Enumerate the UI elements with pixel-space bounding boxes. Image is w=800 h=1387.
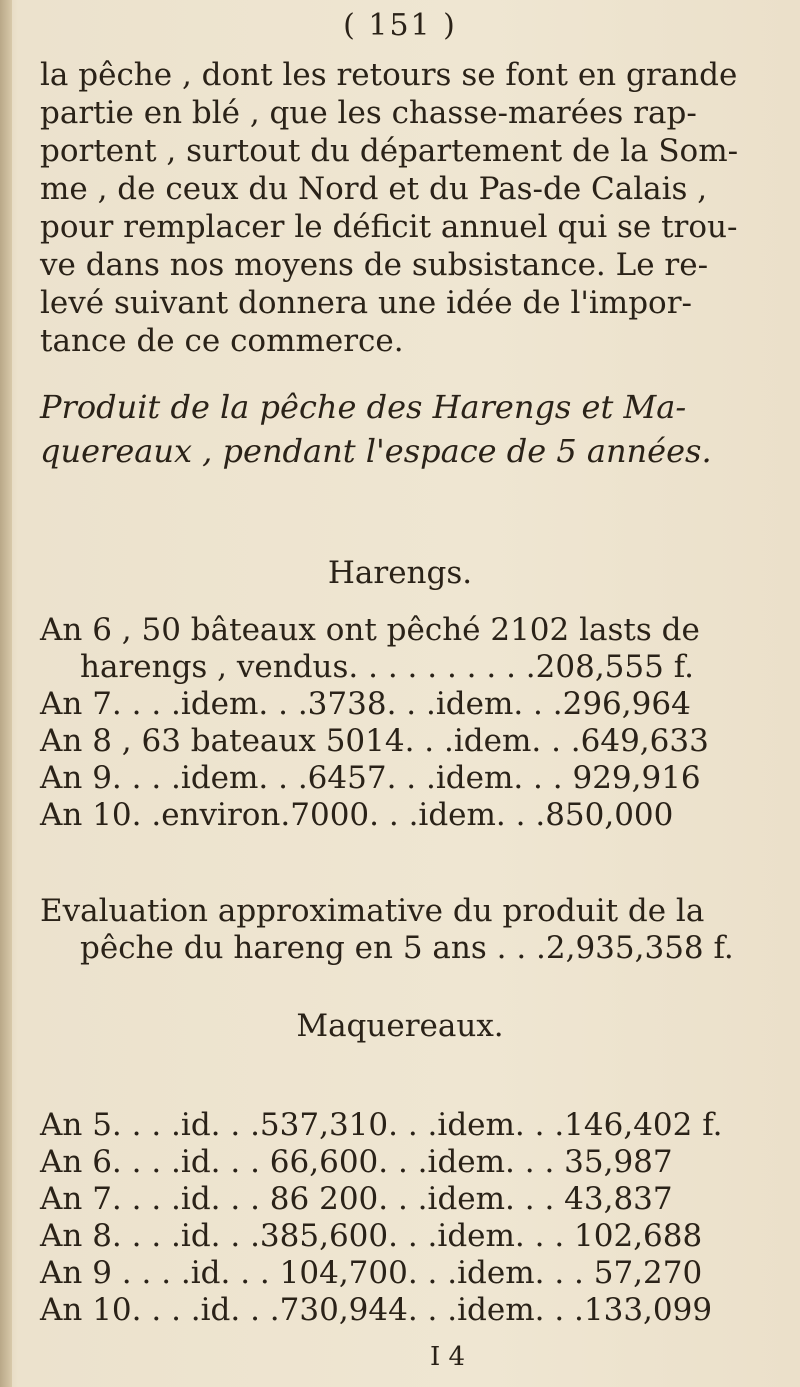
table-row: An 8. . . .id. . .385,600. . .idem. . . 102,688 bbox=[40, 1218, 703, 1254]
evaluation-line: Evaluation approximative du produit de la bbox=[40, 893, 705, 929]
intro-line: la pêche , dont les retours se font en grande bbox=[40, 57, 738, 93]
table-row: An 10. .environ.7000. . .idem. . .850,000 bbox=[40, 797, 674, 833]
intro-line: tance de ce commerce. bbox=[40, 323, 404, 359]
table-row: An 7. . . .idem. . .3738. . .idem. . .296,964 bbox=[40, 686, 691, 722]
intro-line: portent , surtout du département de la Som- bbox=[40, 133, 739, 169]
page-number-header: ( 151 ) bbox=[343, 8, 457, 43]
intro-line: ve dans nos moyens de subsistance. Le re- bbox=[40, 247, 709, 283]
intro-paragraph bbox=[40, 56, 780, 360]
page-binding-edge bbox=[0, 0, 12, 1387]
table-row: An 9. . . .idem. . .6457. . .idem. . . 929,916 bbox=[40, 760, 701, 796]
evaluation-line: pêche du hareng en 5 ans . . .2,935,358 f. bbox=[80, 930, 734, 966]
maquereaux-heading: Maquereaux. bbox=[296, 1008, 504, 1044]
table-title bbox=[40, 385, 780, 473]
title-line: Produit de la pêche des Harengs et Ma- bbox=[40, 388, 687, 426]
harengs-heading: Harengs. bbox=[327, 555, 473, 591]
title-line: quereaux , pendant l'espace de 5 années. bbox=[40, 432, 712, 470]
table-row: harengs , vendus. . . . . . . . . .208,555 f. bbox=[80, 649, 694, 685]
intro-line: partie en blé , que les chasse-marées rap- bbox=[40, 95, 697, 131]
table-row: An 10. . . .id. . .730,944. . .idem. . .133,099 bbox=[40, 1292, 713, 1328]
evaluation-paragraph bbox=[40, 893, 780, 967]
intro-line: levé suivant donnera une idée de l'impor- bbox=[40, 285, 692, 321]
table-row: An 9 . . . .id. . . 104,700. . .idem. . . 57,270 bbox=[40, 1255, 703, 1291]
harengs-table bbox=[40, 612, 780, 834]
table-row: An 5. . . .id. . .537,310. . .idem. . .146,402 f. bbox=[40, 1107, 723, 1143]
maquereaux-table bbox=[40, 1107, 780, 1329]
catchword-signature: I 4 bbox=[430, 1342, 466, 1372]
intro-line: me , de ceux du Nord et du Pas-de Calais , bbox=[40, 171, 708, 207]
table-row: An 8 , 63 bateaux 5014. . .idem. . .649,633 bbox=[40, 723, 709, 759]
intro-line: pour remplacer le déficit annuel qui se trou- bbox=[40, 209, 738, 245]
table-row: An 7. . . .id. . . 86 200. . .idem. . . 43,837 bbox=[40, 1181, 673, 1217]
table-row: An 6. . . .id. . . 66,600. . .idem. . . 35,987 bbox=[40, 1144, 673, 1180]
table-row: An 6 , 50 bâteaux ont pêché 2102 lasts de bbox=[40, 612, 700, 648]
